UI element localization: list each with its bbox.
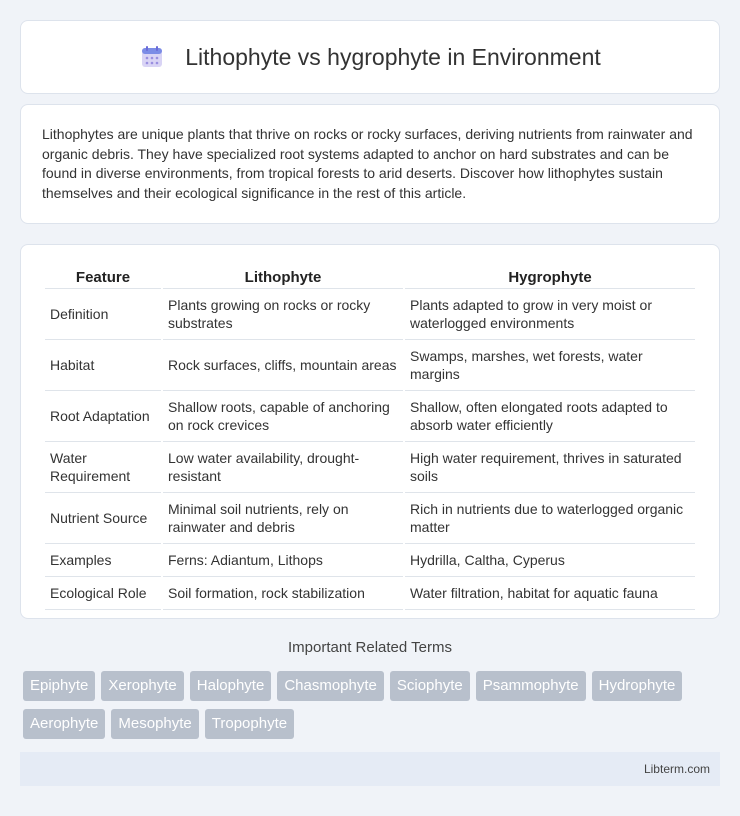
calendar-icon: [139, 44, 165, 70]
table-cell-hygrophyte: Shallow, often elongated roots adapted to absorb water efficiently: [405, 391, 695, 442]
table-row: [45, 544, 695, 577]
intro-card: [20, 104, 720, 224]
column-header-hygrophyte: Hygrophyte: [405, 265, 695, 289]
footer: [20, 752, 720, 786]
table-cell-hygrophyte: High water requirement, thrives in saturated soils: [405, 442, 695, 493]
table-cell-lithophyte: Ferns: Adiantum, Lithops: [163, 544, 403, 577]
table-header-row: [45, 265, 695, 289]
table-row: [45, 391, 695, 442]
table-cell-hygrophyte: Water filtration, habitat for aquatic fauna: [405, 577, 695, 610]
comparison-table-card: [20, 244, 720, 619]
table-row: [45, 577, 695, 610]
table-cell-feature: Habitat: [45, 340, 161, 391]
comparison-table: [43, 265, 697, 610]
related-terms-title: Important Related Terms: [288, 639, 452, 656]
title-card: [20, 20, 720, 94]
table-cell-feature: Root Adaptation: [45, 391, 161, 442]
table-cell-hygrophyte: Plants adapted to grow in very moist or waterlogged environments: [405, 289, 695, 340]
tag-epiphyte[interactable]: Epiphyte: [23, 671, 95, 701]
table-cell-hygrophyte: Swamps, marshes, wet forests, water margins: [405, 340, 695, 391]
table-cell-lithophyte: Minimal soil nutrients, rely on rainwater and debris: [163, 493, 403, 544]
table-cell-lithophyte: Shallow roots, capable of anchoring on rock crevices: [163, 391, 403, 442]
footer-site-link[interactable]: Libterm.com: [643, 762, 710, 776]
tag-hydrophyte[interactable]: Hydrophyte: [592, 671, 683, 701]
column-header-lithophyte: Lithophyte: [163, 265, 403, 289]
tag-mesophyte[interactable]: Mesophyte: [111, 709, 198, 739]
tag-aerophyte[interactable]: Aerophyte: [23, 709, 105, 739]
table-cell-lithophyte: Low water availability, drought-resistant: [163, 442, 403, 493]
intro-paragraph: Lithophytes are unique plants that thrive on rocks or rocky surfaces, deriving nutrients from rainwater and organic debris. They have specialized root systems adapted to anchor on hard substrates and can be found in diverse environments, from tropical forests to arid deserts. Discover how lithophytes sustain themselves and their ecological significance in the rest of this article.: [42, 126, 693, 201]
tag-halophyte[interactable]: Halophyte: [190, 671, 272, 701]
related-terms-tags: [23, 671, 723, 747]
table-row: [45, 340, 695, 391]
table-cell-lithophyte: Plants growing on rocks or rocky substrates: [163, 289, 403, 340]
tag-tropophyte[interactable]: Tropophyte: [205, 709, 294, 739]
table-cell-feature: Definition: [45, 289, 161, 340]
tag-sciophyte[interactable]: Sciophyte: [390, 671, 470, 701]
table-row: [45, 289, 695, 340]
column-header-feature: Feature: [45, 265, 161, 289]
table-row: [45, 493, 695, 544]
tag-psammophyte[interactable]: Psammophyte: [476, 671, 586, 701]
tag-chasmophyte[interactable]: Chasmophyte: [277, 671, 384, 701]
table-cell-lithophyte: Rock surfaces, cliffs, mountain areas: [163, 340, 403, 391]
table-cell-lithophyte: Soil formation, rock stabilization: [163, 577, 403, 610]
table-cell-feature: Nutrient Source: [45, 493, 161, 544]
table-cell-feature: Ecological Role: [45, 577, 161, 610]
tag-xerophyte[interactable]: Xerophyte: [101, 671, 183, 701]
table-cell-feature: Water Requirement: [45, 442, 161, 493]
page-title: Lithophyte vs hygrophyte in Environment: [185, 43, 601, 70]
table-cell-hygrophyte: Hydrilla, Caltha, Cyperus: [405, 544, 695, 577]
table-cell-feature: Examples: [45, 544, 161, 577]
table-cell-hygrophyte: Rich in nutrients due to waterlogged organic matter: [405, 493, 695, 544]
table-row: [45, 442, 695, 493]
